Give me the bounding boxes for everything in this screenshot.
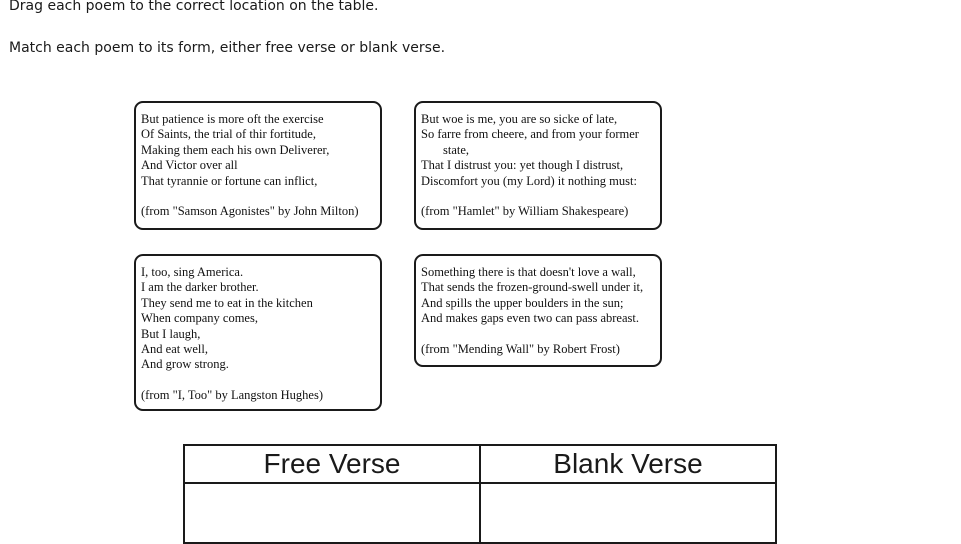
poem-line: I, too, sing America.: [141, 265, 244, 279]
poem-card-mending-wall[interactable]: [414, 254, 662, 367]
poem-line: But patience is more oft the exercise: [141, 112, 324, 126]
poem-line: Making them each his own Deliverer,: [141, 142, 330, 157]
poem-line: And makes gaps even two can pass abreast.: [421, 311, 639, 326]
poem-line: Discomfort you (my Lord) it nothing must:: [421, 173, 637, 188]
poem-line: And grow strong.: [141, 357, 229, 372]
poem-line: But I laugh,: [141, 326, 201, 341]
poem-line: That sends the frozen-ground-swell under it,: [421, 280, 644, 295]
poem-card-samson-agonistes[interactable]: [134, 101, 382, 230]
poem-line: They send me to eat in the kitchen: [141, 295, 313, 310]
column-header-blank-verse: Blank Verse: [480, 445, 776, 483]
poem-line: state,: [443, 142, 470, 157]
poem-line: Of Saints, the trial of thir fortitude,: [141, 127, 316, 142]
poem-line: And spills the upper boulders in the sun;: [421, 295, 624, 310]
poem-source: (from "Mending Wall" by Robert Frost): [421, 342, 620, 357]
poem-card-hamlet[interactable]: [414, 101, 662, 230]
poem-line: I am the darker brother.: [141, 280, 259, 295]
poem-line: Something there is that doesn't love a wall,: [421, 265, 636, 279]
poem-source: (from "Hamlet" by William Shakespeare): [421, 204, 629, 219]
instruction-drag: Drag each poem to the correct location on the table.: [9, 0, 379, 14]
poem-line: So farre from cheere, and from your former: [421, 127, 639, 142]
drop-zone-blank-verse[interactable]: [480, 483, 776, 543]
poem-line: But woe is me, you are so sicke of late,: [421, 112, 618, 126]
instruction-match: Match each poem to its form, either free verse or blank verse.: [9, 40, 446, 56]
column-header-free-verse: Free Verse: [184, 445, 480, 483]
poem-line: When company comes,: [141, 311, 258, 326]
poem-line: And Victor over all: [141, 158, 238, 173]
poem-line: And eat well,: [141, 342, 208, 357]
poem-line: That tyrannie or fortune can inflict,: [141, 173, 318, 188]
poem-line: That I distrust you: yet though I distrust,: [421, 158, 624, 173]
poem-source: (from "Samson Agonistes" by John Milton): [141, 204, 359, 219]
classification-table: [183, 444, 777, 544]
poem-card-i-too[interactable]: [134, 254, 382, 411]
drop-zone-free-verse[interactable]: [184, 483, 480, 543]
poem-source: (from "I, Too" by Langston Hughes): [141, 388, 323, 403]
